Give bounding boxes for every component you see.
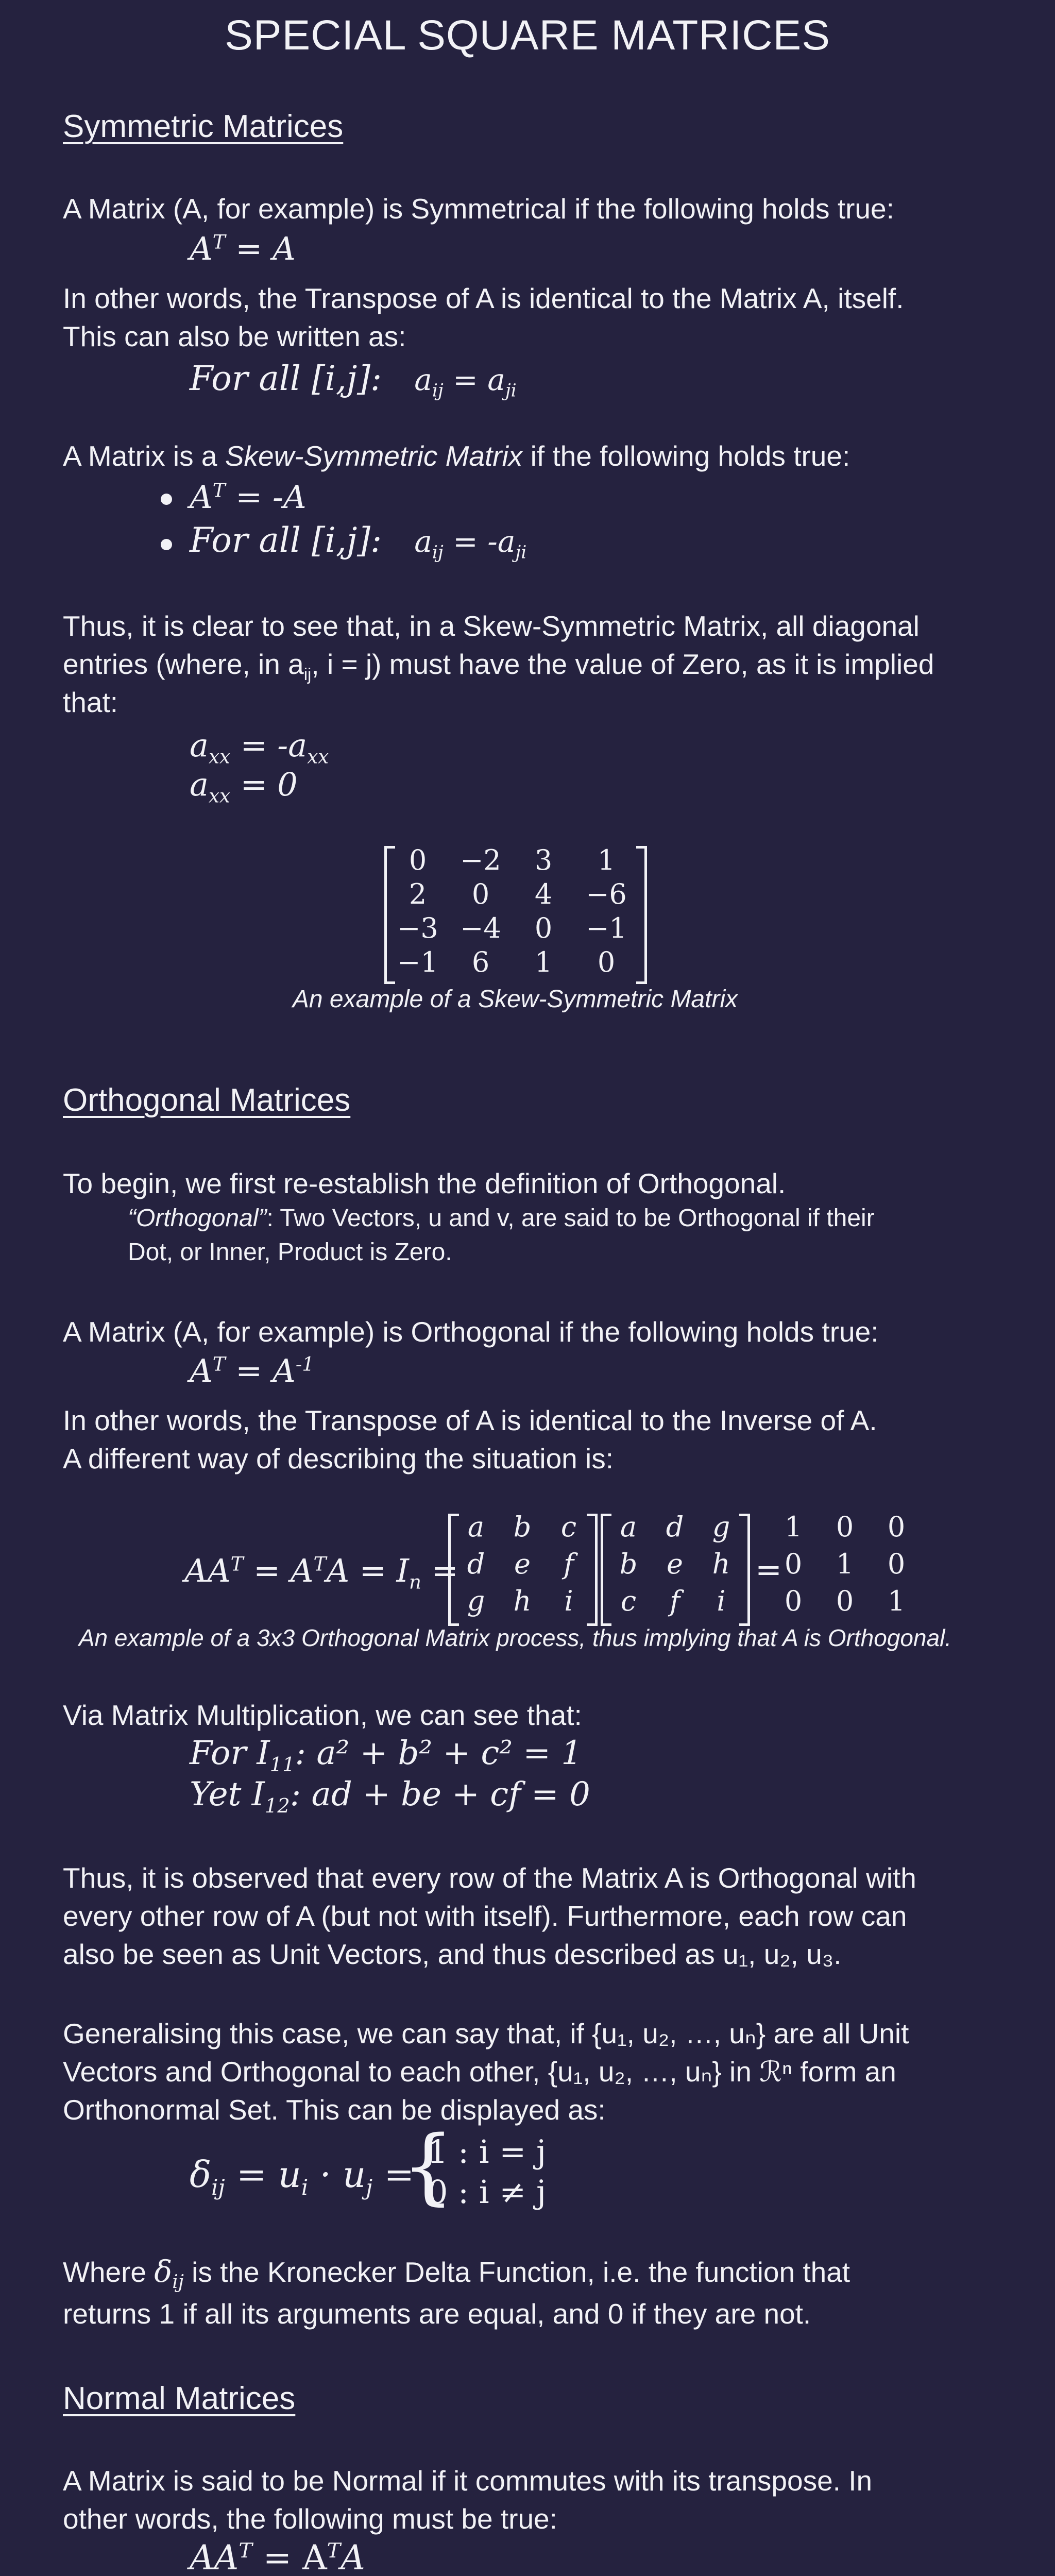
matrix-cell: 1 (597, 844, 616, 876)
symmetric-other-words-2: This can also be written as: (63, 320, 406, 352)
skew-bullet-2: For all [i,j]: $a_{ij} = -a_{ji}$ (190, 520, 527, 563)
matrix-cell: 1 (534, 946, 553, 978)
piecewise-brace: { (402, 2117, 454, 2214)
matrix-cell: −6 (586, 878, 627, 910)
orthogonal-yet-i12: Yet $I_{12}$: ad + be + cf = 0 (190, 1775, 590, 1818)
matrix-cell: g (712, 1511, 730, 1543)
matrix-cell: −1 (397, 946, 438, 978)
skew-thus-1: Thus, it is clear to see that, in a Skew-Symmetric Matrix, all diagonal (63, 610, 920, 642)
identity-matrix (773, 1511, 917, 1627)
matrix-cell: b (619, 1548, 638, 1580)
bullet-dot (161, 494, 172, 505)
matrix-right-bracket (636, 846, 647, 984)
orthogonal-generalise-3: Orthonormal Set. This can be displayed as: (63, 2094, 606, 2126)
matrix-cell: 1 (887, 1585, 906, 1617)
matrix-equals-sign: = (755, 1551, 782, 1588)
matrix-cell: −1 (586, 912, 627, 944)
symmetric-other-words-1: In other words, the Transpose of A is identical to the Matrix A, itself. (63, 282, 904, 314)
skew-intro: A Matrix is a Skew-Symmetric Matrix if the following holds true: (63, 440, 850, 472)
matrix-cell: 0 (836, 1511, 854, 1543)
skew-thus-2: entries (where, in $a_{ij}$, i = j) must have the value of Zero, as it is implied (63, 648, 934, 684)
section-heading-orthogonal: Orthogonal Matrices (63, 1082, 351, 1118)
orthogonal-intro: A Matrix (A, for example) is Orthogonal if the following holds true: (63, 1316, 879, 1348)
orthogonal-observe-1: Thus, it is observed that every row of the Matrix A is Orthogonal with (63, 1862, 916, 1894)
orthogonal-other-1: In other words, the Transpose of A is identical to the Inverse of A. (63, 1404, 877, 1436)
normal-intro-2: other words, the following must be true: (63, 2503, 557, 2535)
orthogonal-caption: An example of a 3x3 Orthogonal Matrix process, thus implying that A is Orthogonal. (78, 1624, 952, 1651)
skew-thus-3: that: (63, 686, 118, 718)
matrix-cell: c (560, 1511, 577, 1543)
orthogonal-observe-2: every other row of A (but not with itself). Furthermore, each row can (63, 1900, 907, 1932)
matrix-cell: h (513, 1585, 532, 1617)
matrix-cell: e (667, 1548, 683, 1580)
matrix-cell: 0 (887, 1511, 906, 1543)
normal-intro-1: A Matrix is said to be Normal if it commutes with its transpose. In (63, 2465, 873, 2497)
matrix-cell: 0 (784, 1548, 803, 1580)
matrix-cell: 4 (534, 878, 553, 910)
matrix-cell: −2 (460, 844, 501, 876)
axx-equation-1: $a_{xx} = -a_{xx}$ (190, 726, 329, 768)
orthogonal-generalise-1: Generalising this case, we can say that, if {u₁, u₂, …, uₙ} are all Unit (63, 2018, 909, 2049)
orthogonal-other-2: A different way of describing the situation is: (63, 1443, 614, 1475)
matrix-cell: f (670, 1585, 680, 1617)
matrix-cell: b (513, 1511, 532, 1543)
symmetric-equation: $A^T = A$ (190, 230, 296, 267)
matrix-cell: h (712, 1548, 730, 1580)
matrix-cell: −4 (460, 912, 501, 944)
matrix-cell: 0 (887, 1548, 906, 1580)
section-heading-normal: Normal Matrices (63, 2381, 296, 2416)
matrix-cell: 0 (597, 946, 616, 978)
orthogonal-generalise-2: Vectors and Orthogonal to each other, {u₁, u₂, …, uₙ} in ℛⁿ form an (63, 2056, 896, 2088)
piecewise-case-1: 1 : i = j (428, 2133, 547, 2171)
matrix-cell: d (666, 1511, 684, 1543)
matrix-a-transpose (601, 1511, 750, 1627)
kronecker-where-1: Where $\delta_{ij}$ is the Kronecker Delta Function, i.e. the function that (63, 2254, 850, 2293)
matrix-cell: 0 (409, 844, 427, 876)
matrix-cell: f (564, 1548, 574, 1580)
symmetric-intro: A Matrix (A, for example) is Symmetrical if the following holds true: (63, 193, 894, 225)
matrix-cell: −3 (397, 912, 438, 944)
matrix-cell: g (467, 1585, 485, 1617)
matrix-cell: e (514, 1548, 531, 1580)
orthogonal-observe-3: also be seen as Unit Vectors, and thus described as u₁, u₂, u₃. (63, 1938, 842, 1970)
skew-bullet-1: $A^T = -A$ (190, 478, 307, 516)
kronecker-where-2: returns 1 if all its arguments are equal, and 0 if they are not. (63, 2298, 811, 2330)
matrix-cell: 1 (784, 1511, 803, 1543)
symmetric-forall-equation: For all [i,j]: $a_{ij} = a_{ji}$ (190, 359, 517, 401)
matrix-a (448, 1511, 598, 1627)
bullet-dot (161, 539, 172, 550)
matrix-cell: a (467, 1511, 485, 1543)
matrix-cell: i (717, 1585, 726, 1617)
matrix-cell: 0 (534, 912, 553, 944)
kronecker-delta-equation: $\delta_{ij} = u_i \cdot u_j$ = (190, 2154, 415, 2200)
orthogonal-product-equation: $AA^T = A^TA = I_n$ = (184, 1552, 458, 1594)
orthogonal-definition-2: Dot, or Inner, Product is Zero. (128, 1239, 452, 1266)
piecewise-case-2: 0 : i ≠ j (428, 2173, 547, 2211)
skew-matrix-caption: An example of a Skew-Symmetric Matrix (292, 986, 738, 1013)
matrix-cell: 0 (784, 1585, 803, 1617)
matrix-cell: c (620, 1585, 637, 1617)
orthogonal-via: Via Matrix Multiplication, we can see that: (63, 1699, 582, 1731)
orthogonal-equation: $A^T = A^{-1}$ (190, 1352, 314, 1389)
matrix-cell: 6 (471, 946, 490, 978)
matrix-cell: 1 (836, 1548, 854, 1580)
orthogonal-begin: To begin, we first re-establish the definition of Orthogonal. (63, 1167, 786, 1199)
matrix-cell: d (467, 1548, 485, 1580)
axx-equation-2: $a_{xx} = 0$ (190, 766, 298, 807)
section-heading-symmetric: Symmetric Matrices (63, 109, 344, 144)
normal-equation: $AA^T = A^TA$ (190, 2538, 365, 2576)
matrix-cell: 2 (409, 878, 427, 910)
matrix-cell: a (620, 1511, 637, 1543)
page-title: SPECIAL SQUARE MATRICES (225, 12, 830, 59)
matrix-cell: i (564, 1585, 573, 1617)
skew-symmetric-matrix (384, 846, 647, 985)
orthogonal-definition-1: “Orthogonal”: Two Vectors, u and v, are said to be Orthogonal if their (128, 1205, 875, 1232)
orthogonal-for-i11: For $I_{11}$: a² + b² + c² = 1 (190, 1734, 583, 1776)
matrix-cell: 0 (471, 878, 490, 910)
matrix-cell: 3 (534, 844, 553, 876)
matrix-cell: 0 (836, 1585, 854, 1617)
